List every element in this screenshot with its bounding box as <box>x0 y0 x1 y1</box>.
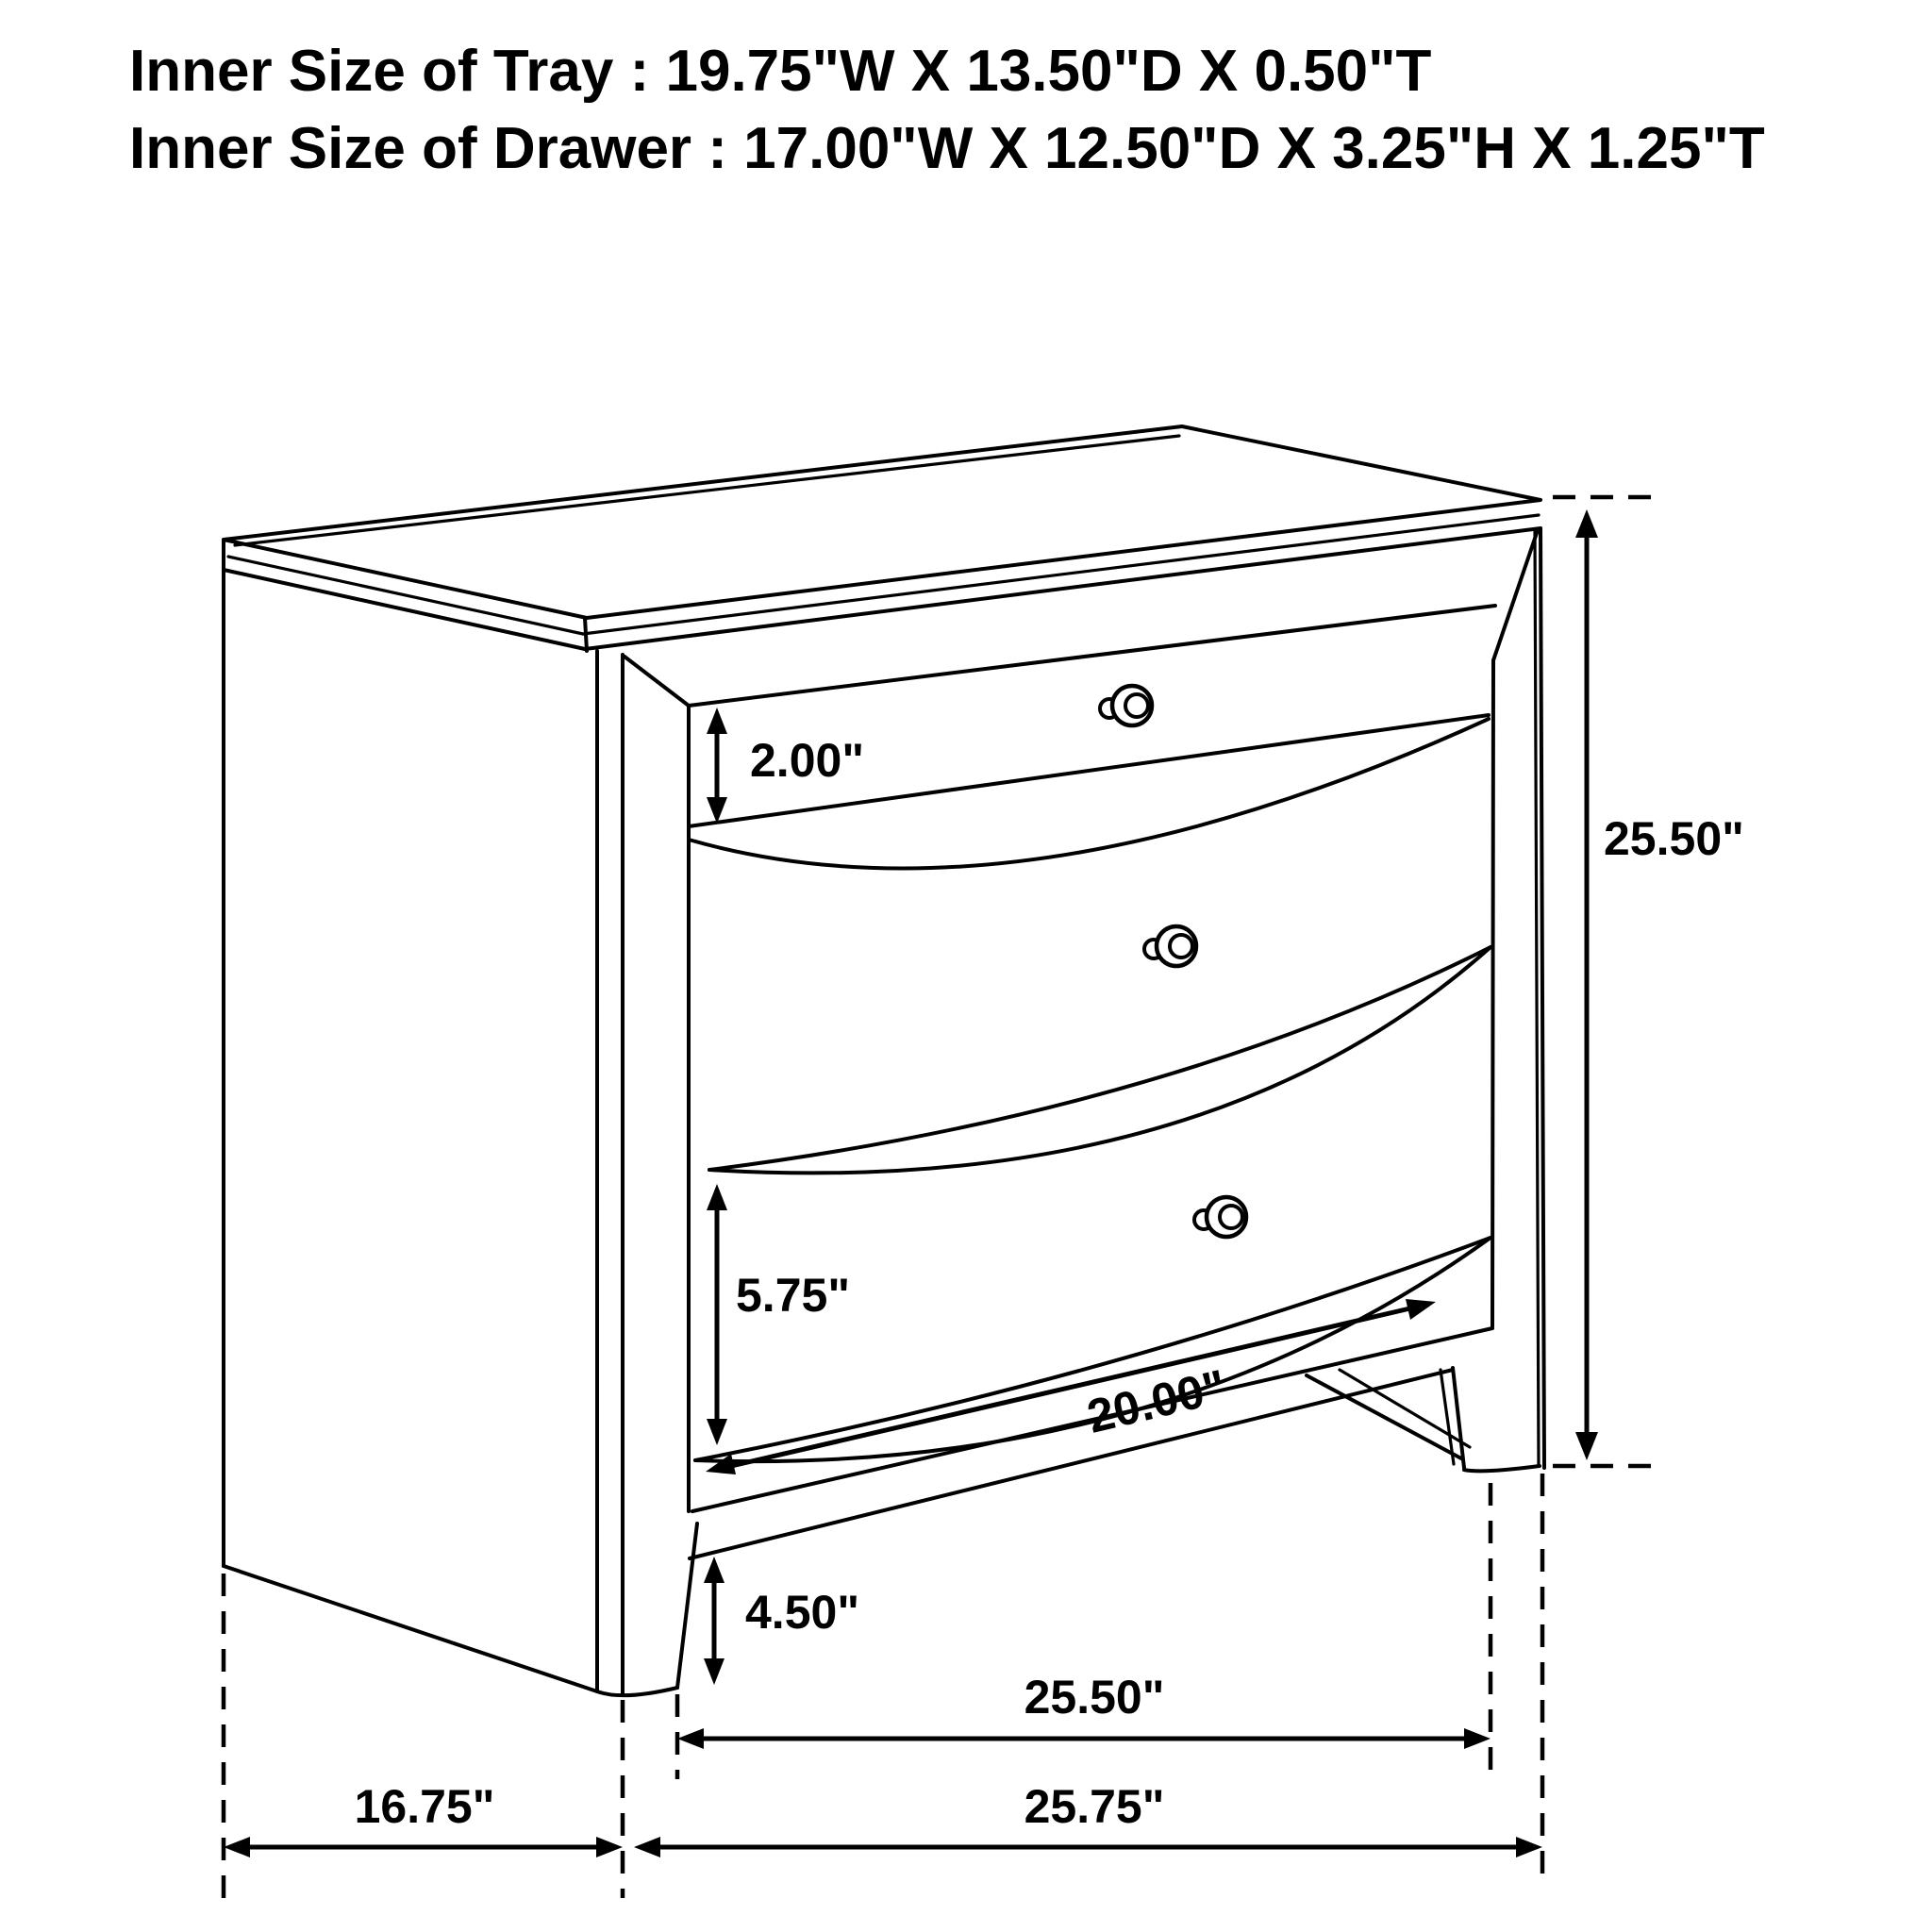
spec-line-drawer: Inner Size of Drawer : 17.00"W X 12.50"D X 3.25"H X 1.25"T <box>129 116 1765 181</box>
dim-label-base-height: 4.50" <box>745 1586 860 1639</box>
dimension-overall-height <box>1575 509 1744 1460</box>
drawer-knob-top <box>1100 686 1152 725</box>
cabinet-base <box>597 1328 1540 1695</box>
cabinet-front-frame <box>625 528 1544 1511</box>
cabinet-top-face <box>224 426 1541 651</box>
dashed-extension-lines <box>224 497 1657 1898</box>
drawer-knob-bottom <box>1194 1197 1246 1237</box>
cabinet-left-side-panel <box>224 570 623 1693</box>
dim-label-overall-height: 25.50" <box>1604 812 1744 865</box>
dimension-base-height <box>704 1557 859 1685</box>
dim-label-top-drawer-height: 2.00" <box>750 734 865 787</box>
dim-label-middle-drawer-height: 5.75" <box>736 1269 851 1322</box>
drawer-divider-middle <box>709 947 1491 1173</box>
dim-label-drawer-front-width: 20.00" <box>1082 1359 1231 1443</box>
drawer-knob-middle <box>1144 926 1196 966</box>
dimension-middle-drawer-height <box>707 1184 850 1445</box>
dim-label-front-width: 25.50" <box>1024 1671 1165 1724</box>
dim-label-side-depth: 16.75" <box>354 1780 495 1833</box>
dim-label-overall-width: 25.75" <box>1024 1780 1165 1833</box>
dimension-overall-width <box>634 1780 1542 1857</box>
dimension-side-depth <box>224 1780 623 1857</box>
spec-line-tray: Inner Size of Tray : 19.75"W X 13.50"D X 0.50"T <box>129 39 1432 104</box>
dimension-front-width <box>677 1671 1491 1749</box>
